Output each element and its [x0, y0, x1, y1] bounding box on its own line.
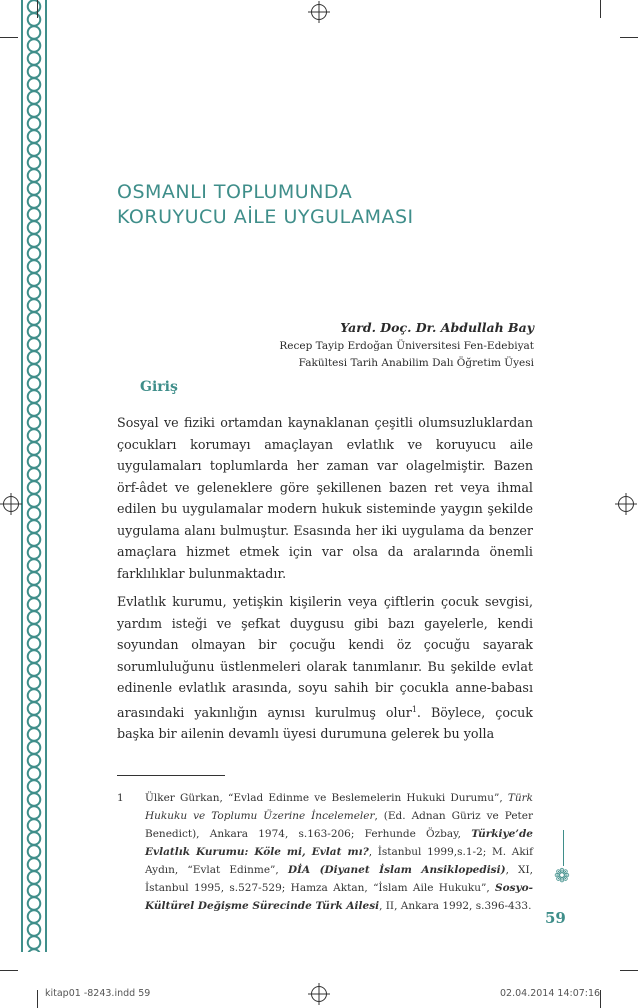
crop-mark [0, 970, 18, 971]
registration-mark-icon [618, 496, 634, 512]
crop-mark [37, 990, 38, 1008]
body-paragraph-2 [117, 591, 533, 745]
registration-mark-icon [311, 4, 327, 20]
paragraph-2-text-b: . Böylece, çocuk başka bir ailenin devamlı üyesi durumuna gelerek bu yolla [117, 704, 533, 742]
footnote [117, 789, 533, 915]
paragraph-2-text-a: Evlatlık kurumu, yetişkin kişilerin veya çiftlerin çocuk sevgisi, yardım isteği ve şefkat duygusu gibi bazı gayelerle, kendi soyundan olmayan bir çocuğu kendi öz çocuğu sayarak sorumluluğunu üstlenmeleri olarak tanımlanır. Bu şekilde evlat edinenle evlatlık arasında, soyu sahih bir çocukla anne-babası arasındaki yakınlığın aynısı kurulmuş olur [117, 594, 533, 720]
crop-mark [600, 990, 601, 1008]
footnote-italic: Sosyo-Kültürel Değişme Sürecinde Türk Ailesi [145, 882, 533, 912]
footnote-part: , (Ed. Adnan Güriz ve Peter Benedict), Ankara 1974, s.163-206; Ferhunde Özbay, [145, 810, 533, 840]
decorative-border [21, 0, 47, 952]
crop-mark [620, 970, 638, 971]
footnote-rule [117, 775, 225, 776]
section-heading: Giriş [140, 379, 178, 395]
footnote-italic: Türkiye’de Evlatlık Kurumu: Köle mi, Evlat mı? [145, 828, 533, 858]
registration-mark-icon [311, 986, 327, 1002]
footnote-italic: Türk Hukuku ve Toplumu Üzerine İncelemeler [145, 792, 533, 822]
author-affiliation-line1: Recep Tayip Erdoğan Üniversitesi Fen-Edebiyat [279, 340, 534, 352]
crop-mark [0, 37, 18, 38]
crop-mark [620, 37, 638, 38]
crop-mark [600, 0, 601, 18]
tulip-ornament-icon: ❁ [554, 865, 570, 887]
author-affiliation-line2: Fakültesi Tarih Anabilim Dalı Öğretim Üyesi [298, 357, 534, 369]
footnote-part: Ülker Gürkan, “Evlad Edinme ve Beslemelerin Hukuki Durumu”, [145, 792, 508, 804]
chapter-title-line2: KORUYUCU AİLE UYGULAMASI [117, 206, 414, 228]
author-name: Yard. Doç. Dr. Abdullah Bay [340, 320, 534, 335]
footnote-number: 1 [117, 792, 124, 804]
body-paragraph-1: Sosyal ve fiziki ortamdan kaynaklanan çeşitli olumsuzluklardan çocukları korumayı amaçlayan evlatlık ve koruyucu aile uygulamaları toplumlarda her zaman var olagelmiştir. Bazen örf-âdet ve geleneklere göre şekillenen bazen ret veya ihmal edilen bu uygulamalar modern hukuk sisteminde yaygın şekilde uygulama alanı bulmuştur. Esasında her iki uygulama da benzer amaçlara hizmet etmek için var olsa da aralarında önemli farklılıklar bulunmaktadır. [117, 415, 533, 581]
chapter-title [117, 180, 537, 230]
slug-date: 02.04.2014 14:07:16 [500, 988, 601, 999]
slug-file: kitap01 -8243.indd 59 [45, 988, 151, 999]
footnote-italic: DİA (Diyanet İslam Ansiklopedisi) [287, 864, 506, 876]
registration-mark-icon [3, 496, 19, 512]
page-number: 59 [545, 909, 566, 927]
crop-mark [37, 0, 38, 18]
footnote-part: , İstanbul 1999,s.1-2; M. Akif Aydın, “Evlat Edinme”, [145, 846, 533, 876]
footnote-text [145, 789, 533, 915]
author-block [279, 318, 534, 372]
ornament-line [563, 830, 564, 866]
footnote-reference: 1 [411, 704, 417, 714]
chapter-title-line1: OSMANLI TOPLUMUNDA [117, 181, 353, 203]
footnote-part: , II, Ankara 1992, s.396-433. [379, 900, 532, 912]
footnote-part: , XI, İstanbul 1995, s.527-529; Hamza Aktan, “İslam Aile Hukuku”, [145, 864, 534, 894]
